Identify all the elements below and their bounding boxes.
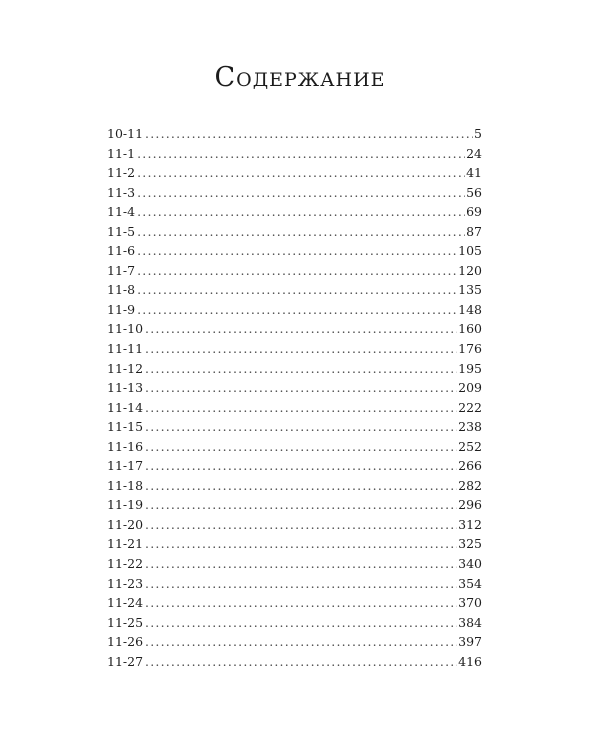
toc-entry-page-number: 135 — [458, 282, 482, 298]
toc-entry-page-number: 176 — [458, 341, 482, 357]
toc-dot-leader — [145, 361, 457, 376]
toc-entry — [107, 400, 482, 420]
toc-entry — [107, 419, 482, 439]
toc-dot-leader — [145, 380, 457, 395]
toc-dot-leader — [137, 165, 465, 180]
toc-entry-page-number: 266 — [458, 458, 482, 474]
toc-entry — [107, 204, 482, 224]
toc-entry-page-number: 69 — [466, 204, 482, 220]
toc-entry-label: 11-16 — [107, 438, 144, 454]
toc-entry — [107, 556, 482, 576]
toc-entry-page-number: 340 — [458, 556, 482, 572]
toc-entry — [107, 595, 482, 615]
toc-dot-leader — [137, 243, 457, 258]
toc-entry — [107, 243, 482, 263]
toc-entry-page-number: 56 — [466, 184, 482, 200]
toc-entry-page-number: 222 — [458, 399, 482, 415]
toc-entry-label: 11-5 — [107, 223, 136, 239]
toc-entry-page-number: 24 — [466, 145, 482, 161]
toc-entry — [107, 439, 482, 459]
toc-entry-label: 10-11 — [107, 126, 144, 141]
toc-dot-leader — [145, 576, 457, 591]
toc-dot-leader — [145, 517, 457, 532]
toc-entry-label: 11-23 — [107, 575, 144, 591]
page-title: Содержание — [214, 62, 386, 93]
toc-entry — [107, 302, 482, 322]
toc-entry-label: 11-6 — [107, 243, 136, 259]
toc-entry — [107, 361, 482, 381]
toc-entry — [107, 263, 482, 283]
toc-entry-label: 11-2 — [107, 165, 136, 181]
toc-entry-label: 11-17 — [107, 458, 144, 474]
toc-entry-page-number: 282 — [458, 477, 482, 493]
toc-entry — [107, 517, 482, 537]
toc-dot-leader — [145, 419, 457, 434]
toc-entry-label: 11-14 — [107, 399, 144, 415]
toc-entry-label: 11-12 — [107, 360, 144, 376]
toc-entry-label: 11-18 — [107, 477, 144, 493]
toc-dot-leader — [137, 302, 457, 317]
toc-entry — [107, 185, 482, 205]
toc-entry-page-number: 120 — [458, 262, 482, 278]
toc-entry-page-number: 370 — [458, 595, 482, 611]
toc-entry-label: 11-4 — [107, 204, 136, 220]
toc-entry — [107, 224, 482, 244]
toc-entry — [107, 458, 482, 478]
toc-entry-label: 11-15 — [107, 419, 144, 435]
toc-entry-page-number: 416 — [458, 653, 482, 669]
toc-entry-page-number: 252 — [458, 438, 482, 454]
toc-dot-leader — [145, 321, 457, 336]
toc-dot-leader — [145, 556, 457, 571]
toc-entry-page-number: 41 — [466, 165, 482, 181]
toc-entry — [107, 654, 482, 674]
toc-dot-leader — [145, 400, 457, 415]
toc-dot-leader — [137, 282, 457, 297]
toc-entry-page-number: 87 — [466, 223, 482, 239]
toc-entry-page-number: 384 — [458, 614, 482, 630]
toc-entry-page-number: 5 — [474, 126, 482, 141]
toc-dot-leader — [145, 615, 457, 630]
toc-dot-leader — [145, 654, 457, 669]
toc-dot-leader — [137, 185, 465, 200]
toc-entry-page-number: 160 — [458, 321, 482, 337]
toc-entry-label: 11-1 — [107, 145, 136, 161]
table-of-contents — [107, 126, 482, 673]
toc-dot-leader — [145, 478, 457, 493]
toc-entry-page-number: 195 — [458, 360, 482, 376]
toc-entry-label: 11-3 — [107, 184, 136, 200]
toc-dot-leader — [145, 439, 457, 454]
toc-entry-label: 11-20 — [107, 516, 144, 532]
toc-entry-label: 11-10 — [107, 321, 144, 337]
toc-entry — [107, 282, 482, 302]
toc-entry-label: 11-24 — [107, 595, 144, 611]
toc-entry-label: 11-26 — [107, 634, 144, 650]
toc-entry-label: 11-8 — [107, 282, 136, 298]
toc-dot-leader — [137, 146, 465, 161]
toc-entry — [107, 126, 482, 146]
toc-entry-label: 11-9 — [107, 301, 136, 317]
toc-dot-leader — [137, 224, 465, 239]
toc-entry-label: 11-22 — [107, 556, 144, 572]
toc-entry — [107, 380, 482, 400]
toc-entry-page-number: 105 — [458, 243, 482, 259]
toc-entry-label: 11-21 — [107, 536, 144, 552]
toc-dot-leader — [145, 536, 457, 551]
toc-entry-label: 11-25 — [107, 614, 144, 630]
toc-dot-leader — [145, 634, 457, 649]
toc-entry-label: 11-11 — [107, 341, 144, 357]
toc-entry — [107, 478, 482, 498]
toc-dot-leader — [145, 497, 457, 512]
toc-entry-page-number: 325 — [458, 536, 482, 552]
toc-entry-page-number: 312 — [458, 516, 482, 532]
toc-entry — [107, 146, 482, 166]
toc-entry-page-number: 238 — [458, 419, 482, 435]
toc-dot-leader — [145, 126, 473, 141]
toc-dot-leader — [137, 263, 457, 278]
toc-entry-label: 11-13 — [107, 380, 144, 396]
toc-entry — [107, 321, 482, 341]
toc-entry — [107, 634, 482, 654]
toc-dot-leader — [137, 204, 465, 219]
toc-entry-label: 11-19 — [107, 497, 144, 513]
toc-entry-page-number: 354 — [458, 575, 482, 591]
toc-entry — [107, 341, 482, 361]
toc-dot-leader — [145, 341, 457, 356]
toc-entry — [107, 615, 482, 635]
toc-entry-page-number: 209 — [458, 380, 482, 396]
toc-entry — [107, 576, 482, 596]
toc-entry — [107, 536, 482, 556]
toc-entry — [107, 165, 482, 185]
toc-entry — [107, 497, 482, 517]
toc-dot-leader — [145, 595, 457, 610]
toc-entry-label: 11-27 — [107, 653, 144, 669]
toc-dot-leader — [145, 458, 457, 473]
toc-entry-page-number: 397 — [458, 634, 482, 650]
toc-entry-page-number: 296 — [458, 497, 482, 513]
toc-entry-page-number: 148 — [458, 301, 482, 317]
toc-entry-label: 11-7 — [107, 262, 136, 278]
